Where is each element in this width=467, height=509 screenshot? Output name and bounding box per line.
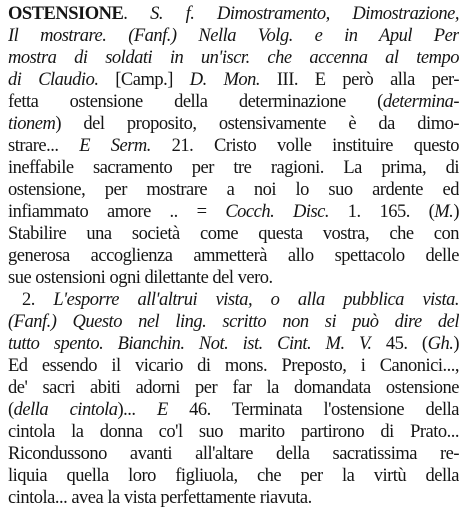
text-run: L'esporre all'altrui vista, o alla pubblica vista.: [53, 290, 459, 310]
text-run: 46. Terminata l'ostensione della: [167, 400, 459, 420]
text-run: liquia quella loro figliuola, che per la virtù della: [8, 466, 459, 486]
text-run: III. E però alla per-: [260, 70, 459, 90]
text-run: S. f. Dimostramento, Dimostrazione,: [150, 4, 459, 24]
headword: OSTENSIONE: [8, 4, 124, 24]
entry-line: [8, 333, 459, 355]
text-run: (Fanf.) Questo nel ling. scritto non si può dire del: [8, 312, 459, 332]
entry-line: [8, 69, 459, 91]
entry-line: [8, 267, 459, 289]
text-run: )...: [117, 400, 157, 420]
text-run: ) del proposito, ostensivamente è da dimo-: [55, 114, 459, 134]
text-run: strare...: [8, 136, 80, 156]
text-run: D. Mon.: [189, 70, 261, 90]
text-run: [Camp.]: [98, 70, 190, 90]
entry-line: [8, 113, 459, 135]
text-run: ): [453, 334, 459, 354]
text-run: determina-: [382, 92, 459, 112]
text-run: della cintola: [13, 400, 118, 420]
entry-line: [8, 179, 459, 201]
entry-line: [8, 157, 459, 179]
entry-line: [8, 201, 459, 223]
text-run: tionem: [8, 114, 56, 134]
entry-line: [8, 223, 459, 245]
entry-line: [8, 47, 459, 69]
text-run: sue ostensioni ogni dilettante del vero.: [8, 268, 273, 288]
entry-line: [8, 377, 459, 399]
text-run: (Fanf.): [106, 26, 199, 46]
entry-line: [8, 399, 459, 421]
text-run: di Claudio.: [8, 70, 99, 90]
text-run: tutto spento. Bianchin. Not. ist. Cint. M. V.: [8, 334, 372, 354]
entry-line: [8, 25, 459, 47]
text-run: mostra di soldati in un'iscr. che accenna al tempo: [8, 48, 459, 68]
entry-line: [8, 487, 459, 509]
text-run: Ed essendo il vicario di mons. Preposto, i Canonici...,: [8, 356, 459, 376]
text-run: generosa accoglienza ammetterà allo spettacolo delle: [8, 246, 459, 266]
entry-line: [8, 355, 459, 377]
text-run: 45. (: [371, 334, 428, 354]
text-run: cintola... avea la vista perfettamente riavuta.: [8, 488, 312, 508]
entry-line: [8, 245, 459, 267]
entry-line: [8, 91, 459, 113]
text-run: (: [8, 400, 14, 420]
text-run: Cocch. Disc.: [225, 202, 330, 222]
entry-line-sense-2: [8, 289, 459, 311]
text-run: ): [453, 202, 459, 222]
text-run: ostensione, per mostrare a noi lo suo ardente ed: [8, 180, 459, 200]
text-run: 21. Cristo volle instituire questo: [150, 136, 459, 156]
text-run: infiammato amore .. =: [8, 202, 226, 222]
text-run: E Serm.: [79, 136, 151, 156]
text-run: 1. 165. (: [329, 202, 435, 222]
text-run: fetta ostensione della determinazione (: [8, 92, 383, 112]
text-run: 2.: [22, 290, 54, 310]
dictionary-entry: [8, 3, 459, 509]
entry-line: [8, 3, 459, 25]
text-run: Nella Volg. e in Apul Per: [198, 26, 459, 46]
text-run: E: [156, 400, 168, 420]
text-run: cintola la donna co'l suo marito partirono di Prato...: [8, 422, 459, 442]
text-run: de' sacri abiti adorni per far la domandata ostensione: [8, 378, 459, 398]
entry-line: [8, 421, 459, 443]
text-run: Ricondussono avanti all'altare della sacratissima re-: [8, 444, 459, 464]
entry-line: [8, 311, 459, 333]
text-run: Il mostrare.: [8, 26, 107, 46]
text-run: ineffabile sacramento per tre ragioni. La prima, di: [8, 158, 459, 178]
text-run: Gh.: [427, 334, 454, 354]
entry-line: [8, 443, 459, 465]
text-run: Stabilire una società come questa vostra, che con: [8, 224, 459, 244]
text-run: M.: [434, 202, 454, 222]
entry-line: [8, 465, 459, 487]
text-run: .: [123, 4, 151, 24]
entry-line: [8, 135, 459, 157]
